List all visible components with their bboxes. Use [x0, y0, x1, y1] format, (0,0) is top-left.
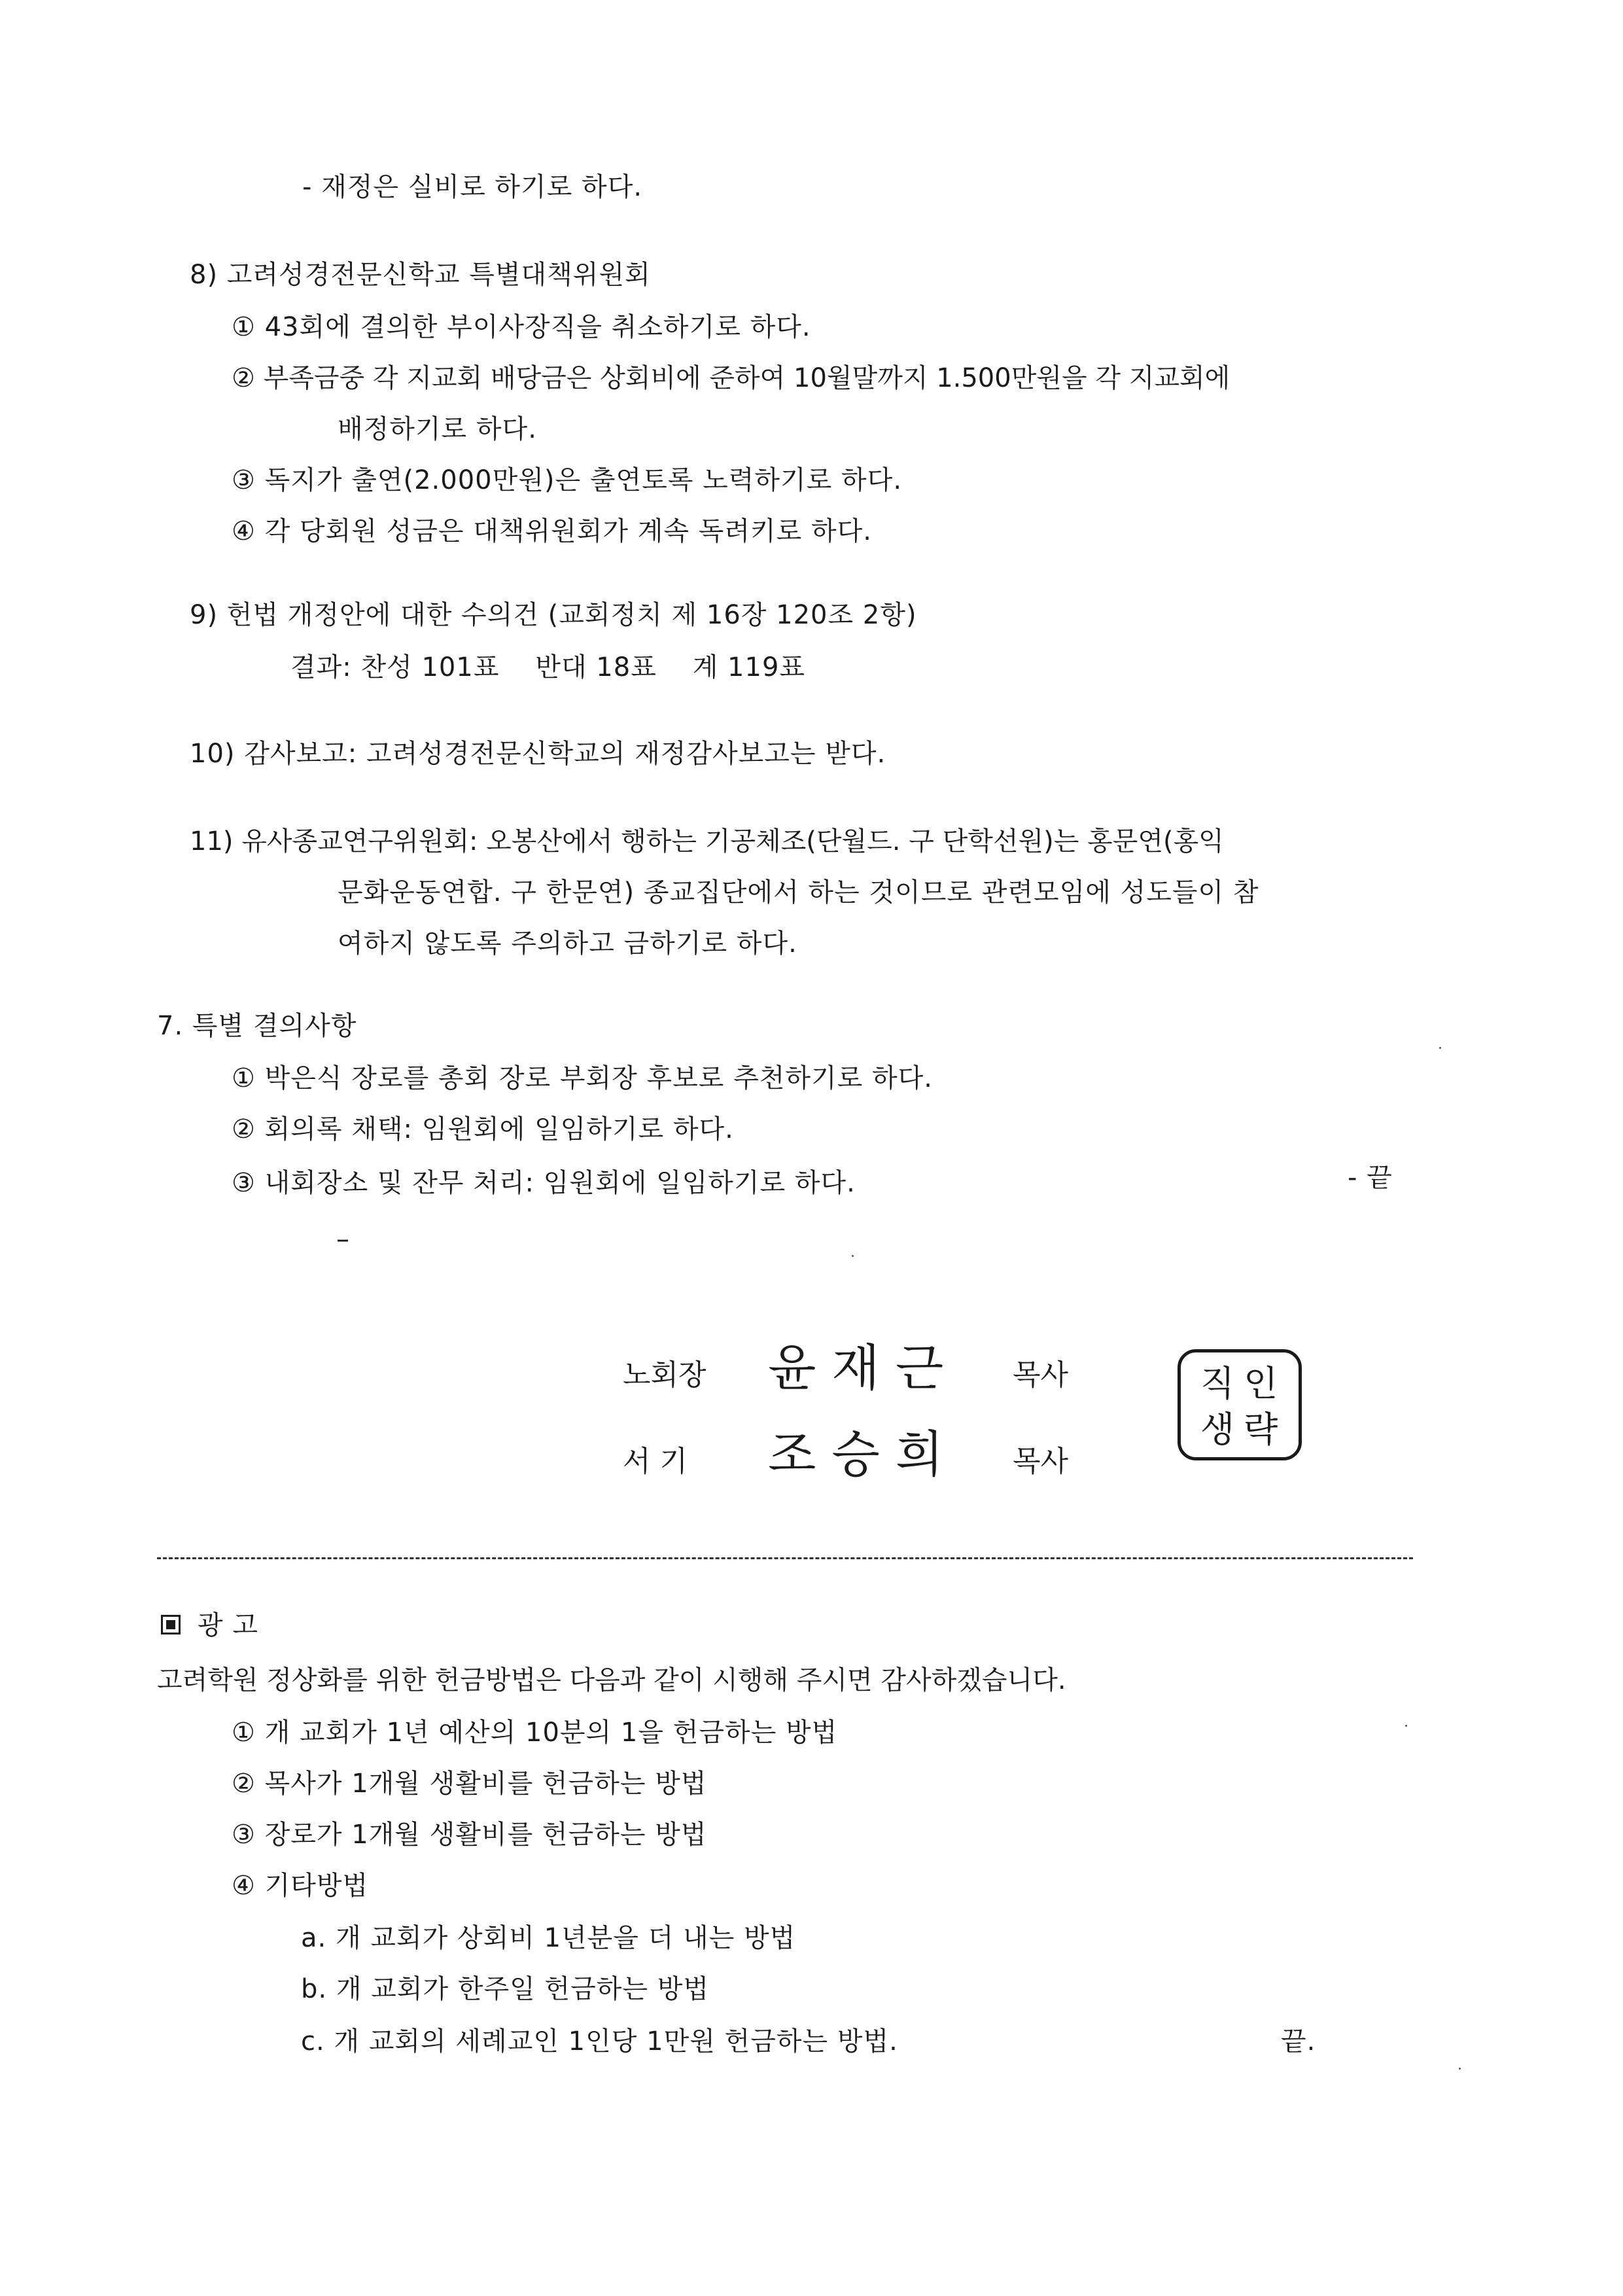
ad-heading: 광 고 [198, 1610, 258, 1640]
item11-line-3: 여하지 않도록 주의하고 금하기로 하다. [338, 928, 797, 959]
item11-line-2: 문화운동연합. 구 한문연) 종교집단에서 하는 것이므로 관련모임에 성도들이 참 [338, 877, 1259, 908]
chair-role: 노회장 [623, 1358, 707, 1392]
section-divider [157, 1557, 1413, 1559]
scan-speck [1459, 2068, 1461, 2070]
ad-sub-method-a: a. 개 교회가 상회비 1년분을 더 내는 방법 [301, 1923, 796, 1953]
item8-title: 8) 고려성경전문신학교 특별대책위원회 [190, 260, 651, 290]
ad-method-3: ③ 장로가 1개월 생활비를 헌금하는 방법 [232, 1820, 707, 1850]
item11-line-1: 11) 유사종교연구위원회: 오봉산에서 행하는 기공체조(단월드. 구 단학선원)는 홍문연(홍익 [190, 826, 1224, 857]
clerk-name: 조승희 [768, 1425, 960, 1483]
stamp-line-2: 생략 [1200, 1409, 1287, 1450]
section7-point-3: ③ 내회장소 및 잔무 처리: 임원회에 일임하기로 하다. [232, 1168, 856, 1198]
item8-point-2: ② 부족금중 각 지교회 배당금은 상회비에 준하여 10월말까지 1.500만원을 각 지교회에 [232, 363, 1230, 393]
section7-end-mark: - 끝 [1348, 1163, 1393, 1193]
finance-line: - 재정은 실비로 하기로 하다. [302, 172, 643, 202]
item8-point-4: ④ 각 당회원 성금은 대책위원회가 계속 독려키로 하다. [232, 516, 873, 546]
item8-point-3: ③ 독지가 출연(2.000만원)은 출연토록 노력하기로 하다. [232, 465, 903, 495]
section7-title: 7. 특별 결의사항 [157, 1011, 357, 1041]
item9-title: 9) 헌법 개정안에 대한 수의건 (교회정치 제 16장 120조 2항) [190, 600, 917, 630]
scan-speck [1439, 1047, 1441, 1049]
item9-result: 결과: 찬성 101표 반대 18표 계 119표 [290, 652, 806, 682]
section7-point-1: ① 박은식 장로를 총회 장로 부회장 후보로 추천하기로 하다. [232, 1063, 934, 1093]
ad-sub-method-b: b. 개 교회가 한주일 헌금하는 방법 [301, 1974, 709, 2004]
ad-intro: 고려학원 정상화를 위한 헌금방법은 다음과 같이 시행해 주시면 감사하겠습니다. [157, 1665, 1066, 1695]
ad-method-1: ① 개 교회가 1년 예산의 10분의 1을 헌금하는 방법 [232, 1718, 838, 1748]
item8-point-2-cont: 배정하기로 하다. [338, 414, 537, 444]
chair-name: 윤재근 [768, 1339, 960, 1397]
clerk-role: 서 기 [623, 1445, 688, 1478]
square-bullet-icon [161, 1615, 181, 1634]
item8-point-1: ① 43회에 결의한 부이사장직을 취소하기로 하다. [232, 312, 811, 342]
chair-title: 목사 [1013, 1358, 1069, 1392]
ad-end-mark: 끝. [1281, 2026, 1316, 2057]
ad-method-4: ④ 기타방법 [232, 1871, 369, 1901]
ad-method-2: ② 목사가 1개월 생활비를 헌금하는 방법 [232, 1769, 707, 1799]
stamp-line-1: 직인 [1200, 1363, 1287, 1404]
official-seal-stamp [1178, 1349, 1302, 1460]
item10-title: 10) 감사보고: 고려성경전문신학교의 재정감사보고는 받다. [190, 739, 886, 769]
section7-point-2: ② 회의록 채택: 임원회에 일임하기로 하다. [232, 1114, 734, 1144]
ad-sub-method-c: c. 개 교회의 세례교인 1인당 1만원 헌금하는 방법. [301, 2026, 898, 2057]
scan-speck [852, 1255, 854, 1257]
clerk-title: 목사 [1013, 1445, 1069, 1478]
scan-speck [1405, 1725, 1407, 1727]
stray-dash: – [336, 1224, 350, 1254]
